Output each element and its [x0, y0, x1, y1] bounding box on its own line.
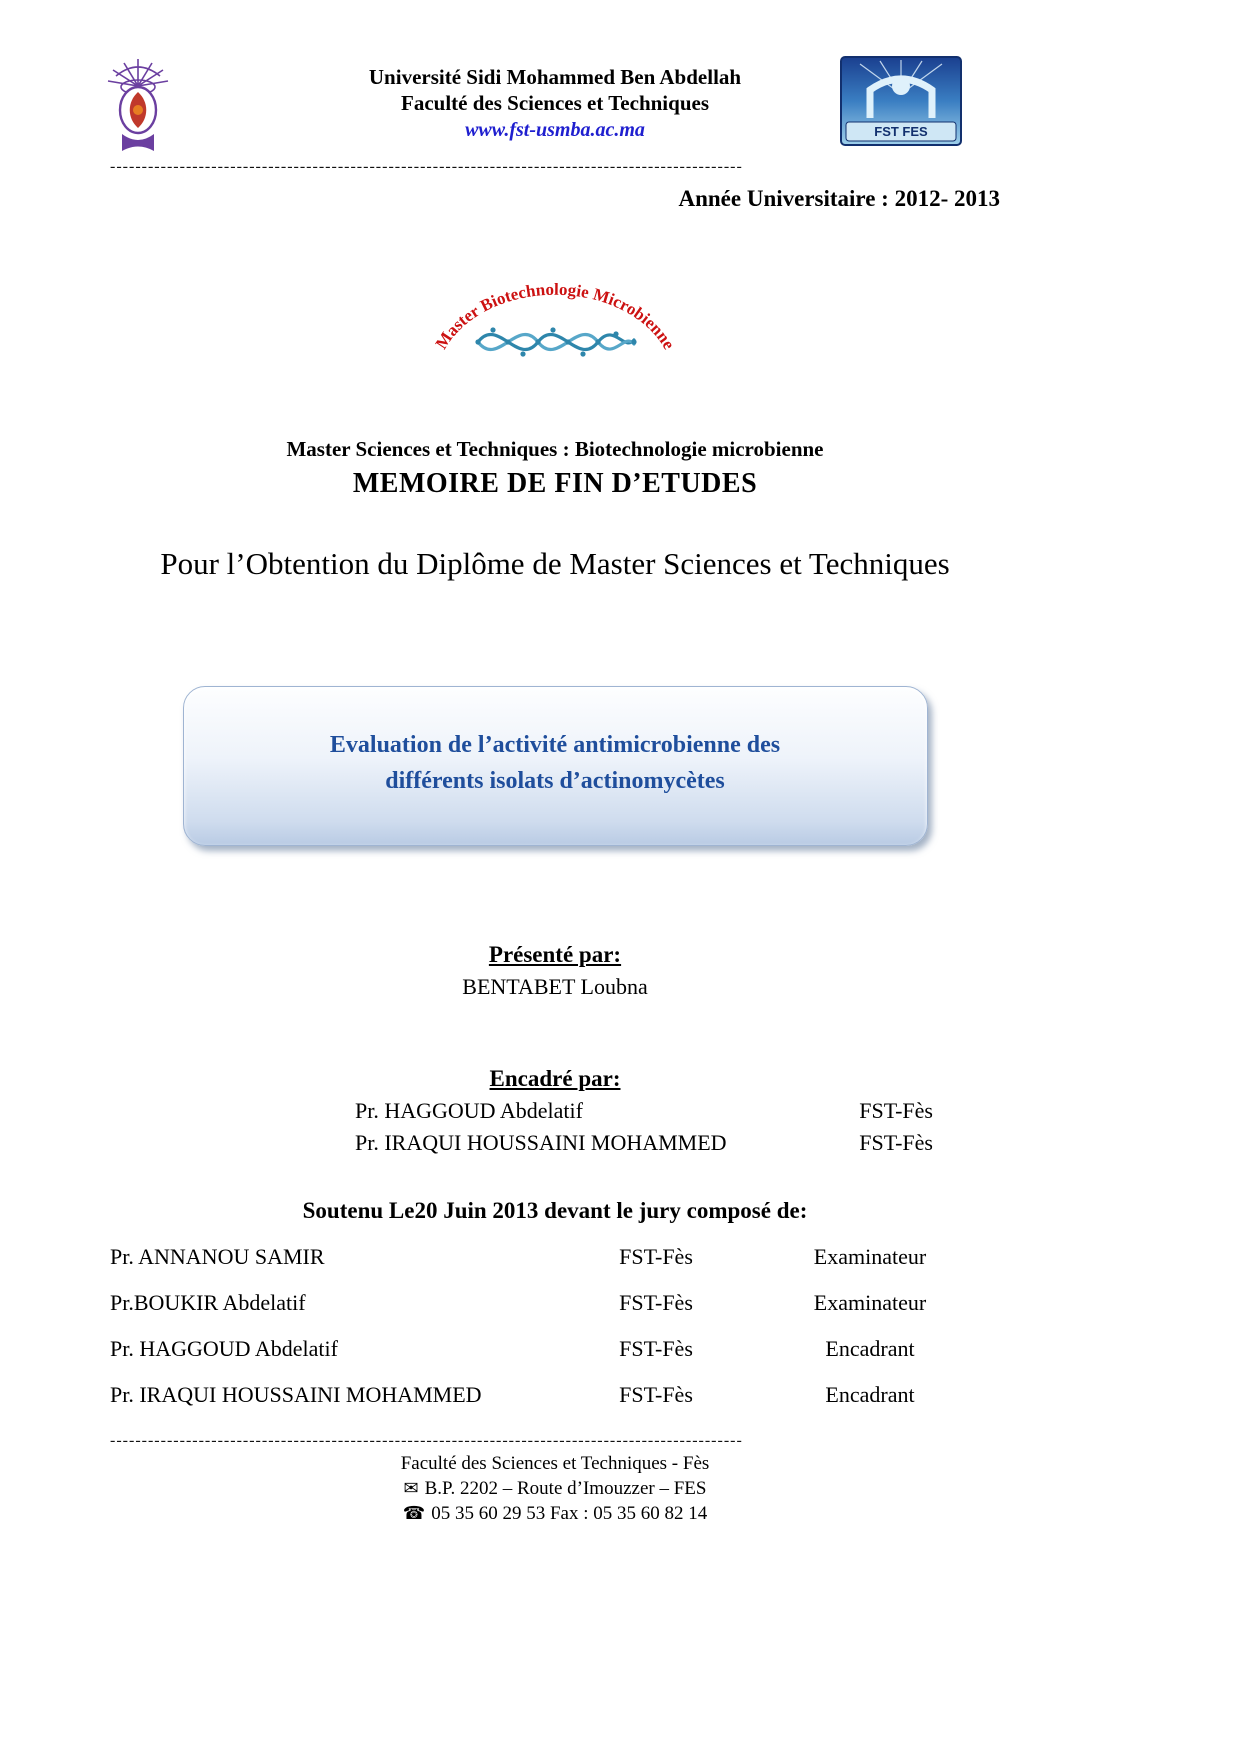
- phone-icon: ☎: [402, 1503, 426, 1523]
- jury-member-affiliation: FST-Fès: [619, 1290, 693, 1315]
- jury-row: [110, 1372, 1000, 1418]
- footer-phone-text: 05 35 60 29 53 Fax : 05 35 60 82 14: [431, 1503, 708, 1524]
- website-link[interactable]: www.fst-usmba.ac.ma: [465, 118, 645, 141]
- footer: [110, 1432, 1000, 1525]
- footer-separator: ----------------------------------------------------------------------------------------------------: [110, 1432, 743, 1449]
- presented-by-label: Présenté par:: [488, 942, 622, 967]
- jury-row: [110, 1280, 1000, 1326]
- academic-year: Année Universitaire : 2012- 2013: [678, 186, 1000, 211]
- jury-member-affiliation: FST-Fès: [619, 1336, 693, 1361]
- diploma-subtitle: Pour l’Obtention du Diplôme de Master Sciences et Techniques: [160, 546, 950, 581]
- header-separator: ----------------------------------------------------------------------------------------------------: [110, 158, 743, 175]
- jury-row: [110, 1326, 1000, 1372]
- jury-heading: Soutenu Le20 Juin 2013 devant le jury composé de:: [302, 1198, 808, 1223]
- fst-fes-logo-label: FST FES: [874, 124, 928, 139]
- jury-row: [110, 1234, 1000, 1280]
- jury-member-role: Encadrant: [825, 1336, 915, 1361]
- student-name: BENTABET Loubna: [462, 974, 648, 999]
- jury-member-affiliation: FST-Fès: [619, 1244, 693, 1269]
- memoire-title: MEMOIRE DE FIN D’ETUDES: [352, 468, 758, 499]
- faculty-name: Faculté des Sciences et Techniques: [401, 91, 709, 116]
- supervisor-row: [355, 1098, 933, 1124]
- footer-phone-line: [110, 1503, 1000, 1525]
- thesis-subject-line1: Evaluation de l’activité antimicrobienne des: [329, 732, 781, 758]
- master-program-title: Master Sciences et Techniques : Biotechnologie microbienne: [286, 437, 824, 461]
- footer-faculty-line: Faculté des Sciences et Techniques - Fès: [400, 1453, 710, 1474]
- university-name: Université Sidi Mohammed Ben Abdellah: [368, 65, 742, 89]
- footer-address-text: B.P. 2202 – Route d’Imouzzer – FES: [424, 1478, 707, 1499]
- jury-member-role: Encadrant: [825, 1382, 915, 1407]
- fst-fes-logo: [840, 56, 962, 146]
- master-biotech-logo-icon: [420, 256, 690, 374]
- jury-member-name: Pr. HAGGOUD Abdelatif: [110, 1336, 338, 1361]
- jury-member-role: Examinateur: [813, 1290, 927, 1315]
- supervisor-affiliation: FST-Fès: [859, 1130, 933, 1155]
- jury-table: [110, 1234, 1000, 1418]
- jury-member-role: Examinateur: [813, 1244, 927, 1269]
- header: [110, 56, 1000, 158]
- footer-address-line: [110, 1478, 1000, 1500]
- supervisor-name: Pr. IRAQUI HOUSSAINI MOHAMMED: [355, 1130, 727, 1155]
- jury-member-name: Pr.BOUKIR Abdelatif: [110, 1290, 306, 1315]
- thesis-subject-box: [183, 686, 928, 846]
- supervisor-name: Pr. HAGGOUD Abdelatif: [355, 1098, 583, 1123]
- supervised-by-label: Encadré par:: [489, 1066, 621, 1091]
- svg-text:Master Biotechnologie Microbie: [432, 280, 679, 353]
- thesis-subject-line2: différents isolats d’actinomycètes: [385, 768, 725, 794]
- jury-member-name: Pr. IRAQUI HOUSSAINI MOHAMMED: [110, 1382, 482, 1407]
- jury-member-name: Pr. ANNANOU SAMIR: [110, 1244, 325, 1269]
- supervisor-row: [355, 1130, 933, 1156]
- jury-member-affiliation: FST-Fès: [619, 1382, 693, 1407]
- mail-icon: ✉: [403, 1478, 419, 1498]
- supervisor-affiliation: FST-Fès: [859, 1098, 933, 1123]
- master-biotech-logo: [420, 256, 690, 379]
- fst-fes-logo-icon: [840, 56, 962, 146]
- master-logo-curved-text: Master Biotechnologie Microbienne: [431, 279, 679, 353]
